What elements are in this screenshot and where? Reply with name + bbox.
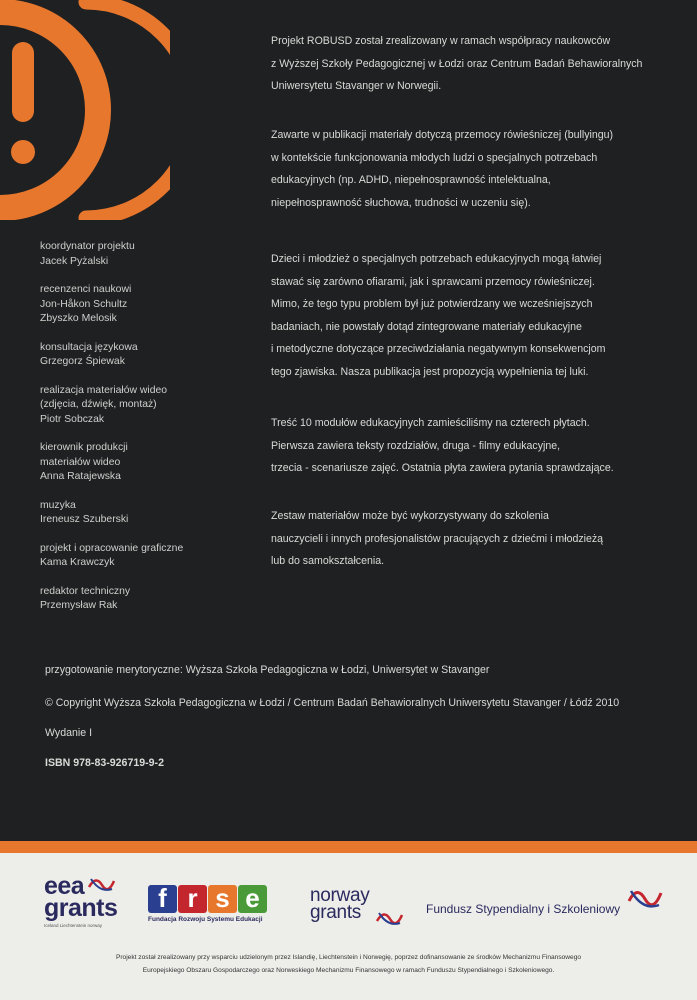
fundusz-logo: Fundusz Stypendialny i Szkoleniowy (426, 902, 621, 916)
credit-item (40, 499, 183, 528)
credit-role: realizacja materiałów wideo (zdjęcia, dźwięk, montaż) (40, 384, 168, 410)
paragraph-materials: Zawarte w publikacji materiały dotyczą przemocy rówieśniczej (bullyingu) w kontekście funkcjonowania młodych ludzi o specjalnych potrzebach edukacyjnych (np. ADHD, niepełnosprawność intelektualna, niepełnosprawność słuchowa, trudności w uczeniu się). (271, 129, 614, 209)
eea-logo-line2: grants (44, 894, 118, 922)
copyright-line: © Copyright Wyższa Szkoła Pedagogiczna w Łodzi / Centrum Badań Behawioralnych Uniwersytetu Stavanger / Łódź 2010 (45, 697, 620, 709)
sponsor-footer (0, 853, 697, 1000)
credit-item (40, 542, 183, 571)
eea-logo-line1: eea (44, 872, 85, 900)
credit-role: koordynator projektu (40, 241, 135, 252)
credit-item (40, 240, 183, 269)
norway-grants-logo (310, 887, 369, 921)
credit-role: recenzenci naukowi (40, 284, 132, 295)
frse-logo-sub: Fundacja Rozwoju Systemu Edukacji (148, 916, 263, 923)
paragraph-modules: Treść 10 modułów edukacyjnych zamieściliśmy na czterech płytach. Pierwsza zawiera teksty rozdziałów, druga - filmy edukacyjne, trzecia - scenariusze zajęć. Ostatnia płyta zawiera pytania sprawdzające. (271, 417, 614, 474)
credit-role: redaktor techniczny (40, 585, 131, 597)
paragraph-usage: Zestaw materiałów może być wykorzystywany do szkolenia nauczycieli i innych profesjonalistów pracujących z dziećmi i młodzieżą lub do samokształcenia. (271, 510, 604, 567)
edition-line: Wydanie I (45, 727, 93, 739)
frse-logo (148, 885, 267, 923)
credits-list (40, 240, 183, 628)
credit-item (40, 441, 183, 485)
norway-logo-line2: grants (310, 902, 362, 923)
isbn-line: ISBN 978-83-926719-9-2 (45, 757, 164, 769)
eea-swirl-icon (86, 873, 116, 897)
credit-person: Grzegorz Śpiewak (40, 356, 125, 367)
credit-role: konsultacja językowa (40, 341, 138, 353)
frse-letter: r (178, 885, 207, 913)
frse-letter: f (148, 885, 177, 913)
fundusz-swirl-icon (625, 883, 665, 917)
credit-item (40, 585, 183, 614)
frse-letter: s (208, 885, 237, 913)
credit-person: Kama Krawczyk (40, 557, 115, 568)
footer-funding-note: Projekt został zrealizowany przy wsparciu udzielonym przez Islandię, Liechtenstein i Norwegię, poprzez dofinansowanie ze środków Mechanizmu Finansowego Europejskiego Obszaru Gospodarczego oraz Norweskiego Mechanizmu Finansowego w ramach Funduszu Stypendialnego i Szkoleniowego. (115, 954, 582, 974)
credit-person: Jon-Håkon Schultz Zbyszko Melosik (40, 298, 128, 324)
norway-swirl-icon (374, 907, 404, 933)
frse-letter: e (238, 885, 267, 913)
credit-role: kierownik produkcji materiałów wideo (40, 442, 128, 468)
credit-person: Anna Ratajewska (40, 471, 121, 482)
frse-letter-boxes (148, 885, 267, 913)
eea-logo-sub: Iceland Liechtenstein norway (44, 923, 103, 928)
credit-role: projekt i opracowanie graficzne (40, 542, 184, 554)
credit-person: Ireneusz Szuberski (40, 514, 129, 525)
credit-person: Przemysław Rak (40, 600, 118, 611)
credit-role: muzyka (40, 499, 76, 511)
orange-band (0, 841, 697, 853)
paragraph-problem: Dzieci i młodzież o specjalnych potrzebach edukacyjnych mogą łatwiej stawać się zarówno ofiarami, jak i sprawcami przemocy rówieśniczej. Mimo, że tego typu problem był już potwierdzany we wcześniejszych badaniach, nie powstały dotąd zintegrowane materiały edukacyjne i metodyczne dotyczące przeciwdziałania negatywnym konsekwencjom tego zjawiska. Nasza publikacja jest propozycją wypełnienia tej luki. (271, 253, 606, 378)
credit-item (40, 283, 183, 327)
credit-person: Piotr Sobczak (40, 413, 105, 425)
preparation-line: przygotowanie merytoryczne: Wyższa Szkoła Pedagogiczna w Łodzi, Uniwersytet w Stavanger (45, 664, 490, 676)
norway-logo-line1: norway (310, 885, 370, 906)
credit-person: Jacek Pyżalski (40, 255, 109, 267)
credit-item (40, 341, 183, 370)
paragraph-project: Projekt ROBUSD został zrealizowany w ramach współpracy naukowców z Wyższej Szkoły Pedagogicznej w Łodzi oraz Centrum Badań Behawioralnych Uniwersytetu Stavanger w Norwegii. (271, 35, 643, 92)
credit-item (40, 384, 183, 428)
exclamation-warning-icon (0, 0, 170, 220)
